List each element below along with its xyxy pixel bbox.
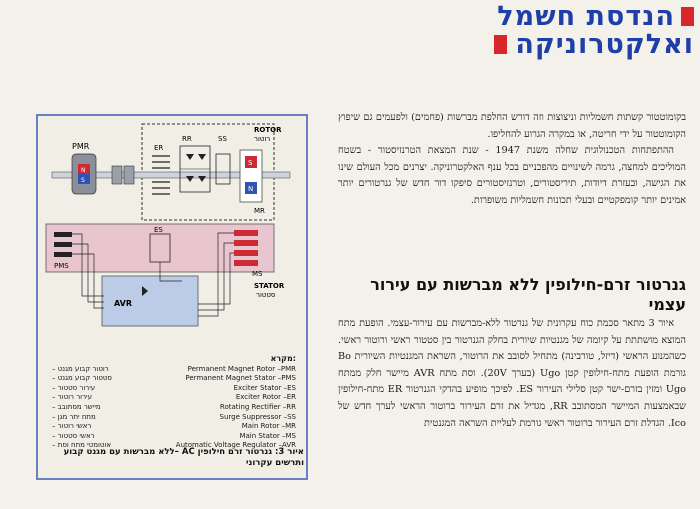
legend-item: ראשי רוטור – Main Rotor –MR	[52, 422, 296, 431]
legend-item: רוטור קבוע מגנט – Permanent Magnet Rotor –PMR	[52, 364, 296, 373]
legend-item: מיישר מסתובב – Rotating Rectifier –RR	[52, 402, 296, 411]
generator-schematic	[42, 116, 302, 336]
pms-label: PMS	[54, 262, 69, 270]
mr-label: MR	[254, 207, 265, 215]
paragraph: איור 3 מתאר סכמת כוח עקרונית של גנרטור ללא-מברשות עם עירור-עצמי. הופעת מתח המוצא מושתתת על קיומה של מגנטיות שיורית בחלק הגנרטור בין סטטור ראשי ורוטור ראשי. כשהמנוע הראשי (דיזל, טורבינה) מתחיל לסובב את הרוטור, השראת המגנטיות השיורית Bo גורמת הופעת מתח-חילופין קטן Ugo (בערך 20V). וסת מתח AVR מיישר חלק ממתח Ugo ומזין בזרם-ישר קטן סלילי העירור ES. לפיכך מופיע בהדקי הגנרטור ER מתח-חילופין שבאמצעות המיישר המסתובב RR, מגדיל את זרם העירור ברוטור הראשי לערך חדש של Ico. הגדלת זרם העירור ברוטור ראשי גורמת לעליית השראה המגנטית	[338, 318, 687, 429]
stator-label-en: STATOR	[254, 282, 285, 290]
body-text-bottom	[338, 316, 686, 432]
es-label: ES	[154, 226, 163, 234]
magazine-header	[494, 2, 694, 58]
pms-coils	[54, 232, 72, 257]
svg-text:N: N	[81, 167, 86, 174]
header-line-2: ואלקטרוניקה	[515, 28, 694, 60]
legend-item: ראשי סטטור – Main Stator –MS	[52, 431, 296, 440]
coupling	[112, 166, 122, 184]
ss-block	[216, 154, 230, 184]
legend-item: עירור רוטור – Exciter Rotor –ER	[52, 393, 296, 402]
header-accent-square-icon	[494, 35, 507, 54]
er-label: ER	[154, 144, 164, 152]
paragraph: ההתפתחות הטכנולוגית שחלה משנת 1947 - שנת המצאת הטרנזיסטור - בשטח המוליכים למחצה, גרמה לשינויים מהפכניים בכל ענף האלקטרוניקה. יצרנים מכל העולם שינו את הגישה, ובעזרת דיודות, תיריסטורים, וטרנזיסטורים סיפקו דור חדש של גנרטורים יותר אמינים יותר קומפקטיים ובעלי תכונות חשמליות משופרות.	[338, 145, 686, 206]
header-line-1: הנדסת חשמל	[497, 0, 675, 32]
rr-label: RR	[182, 135, 192, 143]
figure-caption: איור 3: גנרטור זרם חילופין AC –ללא מברשות עם מגנט קבוע ותרשים עקרוני	[63, 447, 304, 468]
svg-text:S: S	[248, 159, 253, 167]
body-text-top	[338, 110, 686, 210]
figure-3	[36, 114, 308, 480]
mr-rotor	[240, 150, 262, 202]
pmr-label: PMR	[72, 142, 90, 151]
header-accent-square-icon	[681, 7, 694, 26]
legend	[52, 354, 296, 451]
section-heading: גנרטור זרם-חילופין ללא מברשות עם עירור עצמי	[370, 275, 686, 314]
legend-title: מקרא:	[270, 354, 296, 363]
avr-label: AVR	[114, 299, 132, 308]
svg-text:N: N	[248, 185, 254, 193]
pmr-magnet	[72, 154, 96, 194]
paragraph: בקומוטטור קשתות חשמליות וניצוצות וזה דורש החלפת מברשות (פחמים) ולפעמים גם שיפוץ הקומוטטור על ידי חריטה, או במקרה הגרוע להחליפו.	[338, 112, 686, 140]
svg-text:S: S	[81, 177, 85, 184]
legend-item: סטטור קבוע מגנט – Permanent Magnet Stator –PMS	[52, 374, 296, 383]
ms-label: MS	[252, 270, 263, 278]
legend-item: עירור סטטור – Exciter Stator –ES	[52, 383, 296, 392]
stator-label-he: סטטור	[256, 291, 276, 299]
legend-item: מתח יתר מגן – Surge Suppressor –SS	[52, 412, 296, 421]
ss-label: SS	[218, 135, 227, 143]
legend-item: אוטומטי מתח וסת – Automatic Voltage Regulator –AVR	[52, 441, 296, 450]
rotor-label-he: רוטור	[254, 135, 271, 143]
rotor-label-en: ROTOR	[254, 126, 282, 134]
